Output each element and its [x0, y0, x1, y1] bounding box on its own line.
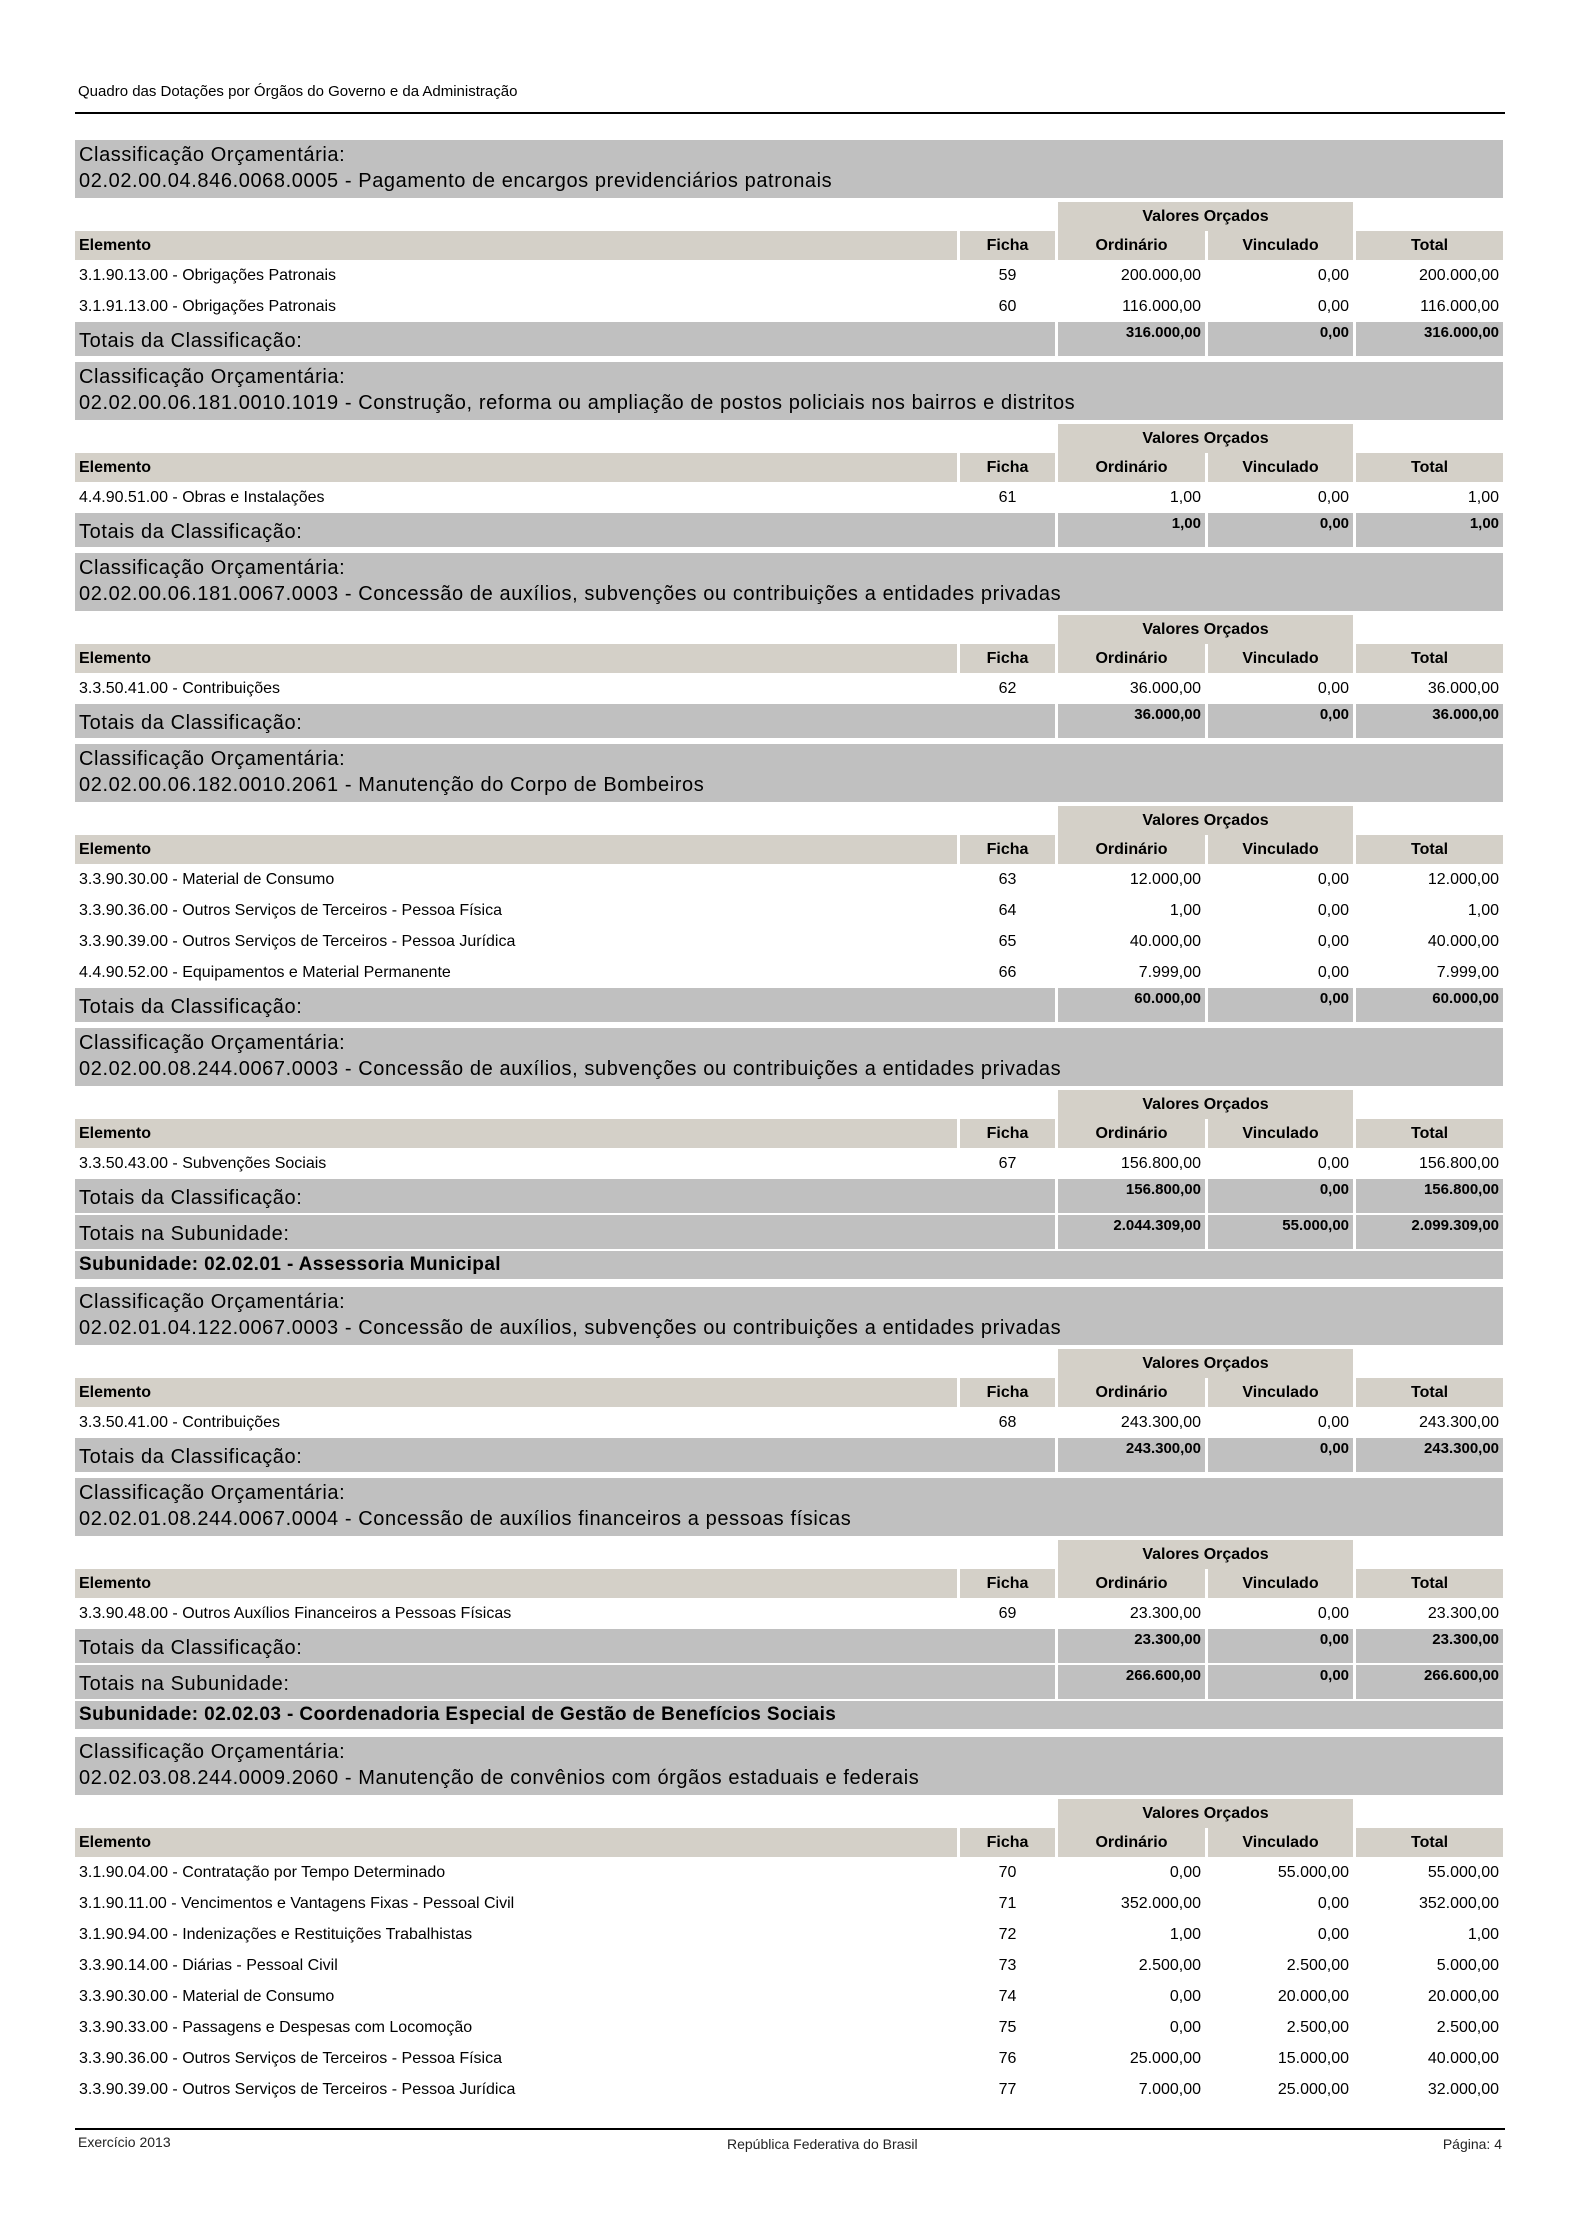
classification-code: 02.02.00.06.181.0010.1019 - Construção, reforma ou ampliação de postos policiais nos bairros e distritos	[79, 392, 1076, 414]
classification-totals-row-ordinario: 23.300,00	[1058, 1629, 1205, 1663]
total-cell: 1,00	[1467, 901, 1500, 919]
classification-header	[75, 1478, 1503, 1536]
classification-label: Classificação Orçamentária:	[79, 1291, 346, 1313]
elemento-cell: 3.3.90.30.00 - Material de Consumo	[79, 1987, 335, 2005]
elemento-cell: 3.1.91.13.00 - Obrigações Patronais	[79, 297, 337, 315]
classification-totals-row-ordinario: 156.800,00	[1058, 1179, 1205, 1213]
total-cell: 23.300,00	[1427, 1604, 1500, 1622]
col-header-total: Total	[1356, 453, 1503, 482]
subunit-totals-row-vinculado: 55.000,00	[1208, 1213, 1353, 1249]
vinculado-cell: 0,00	[1317, 1604, 1350, 1622]
table-row	[75, 1148, 1503, 1179]
ordinario-cell: 40.000,00	[1129, 932, 1201, 950]
col-header-ordinario: Ordinário	[1058, 231, 1205, 260]
ficha-cell: 65	[998, 932, 1017, 950]
table-row	[75, 926, 1503, 957]
classification-header	[75, 1028, 1503, 1086]
ordinario-cell: 12.000,00	[1129, 870, 1201, 888]
elemento-cell: 3.3.50.41.00 - Contribuições	[79, 1413, 281, 1431]
valores-orcados-header: Valores Orçados	[1058, 1349, 1353, 1378]
ficha-cell: 63	[998, 870, 1017, 888]
table-row	[75, 1981, 1503, 2012]
col-header-elemento: Elemento	[75, 1569, 957, 1598]
classification-totals-row-label: Totais da Classificação:	[75, 322, 1055, 356]
vinculado-cell: 2.500,00	[1286, 1956, 1350, 1974]
col-header-total: Total	[1356, 644, 1503, 673]
col-header-total: Total	[1356, 835, 1503, 864]
elemento-cell: 3.1.90.13.00 - Obrigações Patronais	[79, 266, 337, 284]
ordinario-cell: 156.800,00	[1120, 1154, 1201, 1172]
spacer-cell	[75, 202, 957, 231]
classification-label: Classificação Orçamentária:	[79, 1032, 346, 1054]
classification-totals-row-vinculado: 0,00	[1208, 513, 1353, 547]
spacer-cell	[960, 1540, 1055, 1569]
classification-totals-row	[75, 513, 1503, 547]
classification-code: 02.02.00.08.244.0067.0003 - Concessão de auxílios, subvenções ou contribuições a entidades privadas	[79, 1058, 1062, 1080]
classification-totals-row-vinculado: 0,00	[1208, 1438, 1353, 1472]
ficha-cell: 76	[998, 2049, 1017, 2067]
total-cell: 36.000,00	[1427, 679, 1500, 697]
total-cell: 116.000,00	[1420, 297, 1500, 315]
budget-table	[72, 424, 1506, 547]
vinculado-cell: 0,00	[1317, 870, 1350, 888]
ordinario-cell: 0,00	[1169, 1863, 1201, 1881]
total-cell: 1,00	[1467, 1925, 1500, 1943]
classification-label: Classificação Orçamentária:	[79, 748, 346, 770]
classification-header	[75, 553, 1503, 611]
classification-totals-row-vinculado: 0,00	[1208, 1179, 1353, 1213]
column-header-row	[75, 1828, 1503, 1857]
spacer-cell	[1356, 424, 1503, 453]
col-header-elemento: Elemento	[75, 1828, 957, 1857]
classification-header	[75, 1287, 1503, 1345]
ordinario-cell: 243.300,00	[1120, 1413, 1201, 1431]
footer-page-number: Página: 4	[1442, 2136, 1502, 2152]
table-row	[75, 957, 1503, 988]
total-cell: 1,00	[1467, 488, 1500, 506]
classification-totals-row-label: Totais da Classificação:	[75, 704, 1055, 738]
col-header-ficha: Ficha	[960, 835, 1055, 864]
elemento-cell: 3.1.90.11.00 - Vencimentos e Vantagens Fixas - Pessoal Civil	[79, 1894, 515, 1912]
classification-totals-row-ordinario: 36.000,00	[1058, 704, 1205, 738]
elemento-cell: 3.3.90.14.00 - Diárias - Pessoal Civil	[79, 1956, 338, 1974]
header-divider	[75, 112, 1505, 114]
ficha-cell: 73	[998, 1956, 1017, 1974]
column-header-row	[75, 1119, 1503, 1148]
vinculado-cell: 0,00	[1317, 1925, 1350, 1943]
ficha-cell: 77	[998, 2080, 1017, 2098]
col-header-vinculado: Vinculado	[1208, 1378, 1353, 1407]
classification-header	[75, 362, 1503, 420]
values-group-header-row	[75, 1349, 1503, 1378]
col-header-vinculado: Vinculado	[1208, 1119, 1353, 1148]
classification-totals-row-total: 316.000,00	[1356, 322, 1503, 356]
table-row	[75, 1919, 1503, 1950]
elemento-cell: 3.3.50.43.00 - Subvenções Sociais	[79, 1154, 327, 1172]
vinculado-cell: 0,00	[1317, 901, 1350, 919]
col-header-ordinario: Ordinário	[1058, 1378, 1205, 1407]
ordinario-cell: 7.000,00	[1138, 2080, 1201, 2098]
ficha-cell: 64	[998, 901, 1017, 919]
values-group-header-row	[75, 202, 1503, 231]
col-header-vinculado: Vinculado	[1208, 453, 1353, 482]
vinculado-cell: 0,00	[1317, 488, 1350, 506]
col-header-elemento: Elemento	[75, 644, 957, 673]
ordinario-cell: 36.000,00	[1129, 679, 1201, 697]
classification-totals-row-ordinario: 60.000,00	[1058, 988, 1205, 1022]
table-row	[75, 2012, 1503, 2043]
total-cell: 40.000,00	[1427, 932, 1500, 950]
table-row	[75, 1407, 1503, 1438]
ficha-cell: 71	[998, 1894, 1017, 1912]
ficha-cell: 70	[998, 1863, 1017, 1881]
budget-table	[72, 1090, 1506, 1249]
values-group-header-row	[75, 424, 1503, 453]
col-header-ficha: Ficha	[960, 644, 1055, 673]
table-row	[75, 482, 1503, 513]
col-header-ficha: Ficha	[960, 1569, 1055, 1598]
classification-totals-row-label: Totais da Classificação:	[75, 513, 1055, 547]
elemento-cell: 4.4.90.51.00 - Obras e Instalações	[79, 488, 325, 506]
classification-header	[75, 140, 1503, 198]
table-row	[75, 1598, 1503, 1629]
ficha-cell: 60	[998, 297, 1017, 315]
spacer-cell	[75, 806, 957, 835]
column-header-row	[75, 231, 1503, 260]
ordinario-cell: 352.000,00	[1120, 1894, 1201, 1912]
spacer-cell	[1356, 806, 1503, 835]
spacer-cell	[960, 202, 1055, 231]
col-header-vinculado: Vinculado	[1208, 231, 1353, 260]
classification-totals-row-vinculado: 0,00	[1208, 988, 1353, 1022]
values-group-header-row	[75, 806, 1503, 835]
total-cell: 7.999,00	[1436, 963, 1500, 981]
values-group-header-row	[75, 1799, 1503, 1828]
subunit-totals-row-label: Totais na Subunidade:	[75, 1663, 1055, 1699]
vinculado-cell: 15.000,00	[1277, 2049, 1350, 2067]
col-header-total: Total	[1356, 1569, 1503, 1598]
subunit-totals-row-ordinario: 266.600,00	[1058, 1663, 1205, 1699]
vinculado-cell: 0,00	[1317, 679, 1350, 697]
elemento-cell: 3.3.90.30.00 - Material de Consumo	[79, 870, 335, 888]
ficha-cell: 59	[998, 266, 1017, 284]
spacer-cell	[1356, 1090, 1503, 1119]
spacer-cell	[75, 615, 957, 644]
classification-header	[75, 1737, 1503, 1795]
table-row	[75, 1888, 1503, 1919]
col-header-ordinario: Ordinário	[1058, 1119, 1205, 1148]
report-body	[75, 140, 1503, 2111]
col-header-vinculado: Vinculado	[1208, 1828, 1353, 1857]
ficha-cell: 66	[998, 963, 1017, 981]
subunit-header: Subunidade: 02.02.01 - Assessoria Municipal	[75, 1251, 1503, 1279]
subunit-totals-row-total: 2.099.309,00	[1356, 1213, 1503, 1249]
total-cell: 20.000,00	[1427, 1987, 1500, 2005]
classification-totals-row-total: 36.000,00	[1356, 704, 1503, 738]
valores-orcados-header: Valores Orçados	[1058, 1090, 1353, 1119]
spacer-cell	[75, 1799, 957, 1828]
elemento-cell: 3.3.90.36.00 - Outros Serviços de Terceiros - Pessoa Física	[79, 2049, 503, 2067]
spacer-cell	[75, 1540, 957, 1569]
valores-orcados-header: Valores Orçados	[1058, 424, 1353, 453]
ficha-cell: 69	[998, 1604, 1017, 1622]
subunit-totals-row-label: Totais na Subunidade:	[75, 1213, 1055, 1249]
ordinario-cell: 23.300,00	[1129, 1604, 1201, 1622]
spacer-cell	[960, 806, 1055, 835]
valores-orcados-header: Valores Orçados	[1058, 1540, 1353, 1569]
vinculado-cell: 25.000,00	[1277, 2080, 1350, 2098]
total-cell: 2.500,00	[1436, 2018, 1500, 2036]
ficha-cell: 74	[998, 1987, 1017, 2005]
spacer-cell	[75, 1349, 957, 1378]
total-cell: 200.000,00	[1418, 266, 1500, 284]
col-header-total: Total	[1356, 1119, 1503, 1148]
classification-totals-row	[75, 704, 1503, 738]
col-header-elemento: Elemento	[75, 1119, 957, 1148]
budget-table	[72, 202, 1506, 356]
ficha-cell: 72	[998, 1925, 1017, 1943]
col-header-vinculado: Vinculado	[1208, 644, 1353, 673]
subunit-header: Subunidade: 02.02.03 - Coordenadoria Especial de Gestão de Benefícios Sociais	[75, 1701, 1503, 1729]
column-header-row	[75, 1569, 1503, 1598]
subunit-totals-row	[75, 1663, 1503, 1699]
col-header-elemento: Elemento	[75, 453, 957, 482]
col-header-ficha: Ficha	[960, 453, 1055, 482]
ficha-cell: 67	[998, 1154, 1017, 1172]
vinculado-cell: 0,00	[1317, 1413, 1350, 1431]
classification-totals-row	[75, 988, 1503, 1022]
spacer-cell	[1356, 1799, 1503, 1828]
column-header-row	[75, 1378, 1503, 1407]
elemento-cell: 3.1.90.04.00 - Contratação por Tempo Determinado	[79, 1863, 446, 1881]
budget-table	[72, 1540, 1506, 1699]
classification-label: Classificação Orçamentária:	[79, 144, 346, 166]
ordinario-cell: 2.500,00	[1138, 1956, 1201, 1974]
subunit-totals-row-ordinario: 2.044.309,00	[1058, 1213, 1205, 1249]
footer-exercise-year: Exercício 2013	[78, 2134, 171, 2150]
col-header-vinculado: Vinculado	[1208, 835, 1353, 864]
ficha-cell: 62	[998, 679, 1017, 697]
classification-totals-row	[75, 1438, 1503, 1472]
col-header-total: Total	[1356, 1378, 1503, 1407]
ordinario-cell: 1,00	[1169, 1925, 1201, 1943]
col-header-ficha: Ficha	[960, 1378, 1055, 1407]
footer-country: República Federativa do Brasil	[727, 2136, 918, 2152]
column-header-row	[75, 453, 1503, 482]
values-group-header-row	[75, 1090, 1503, 1119]
ordinario-cell: 7.999,00	[1138, 963, 1201, 981]
classification-totals-row-ordinario: 316.000,00	[1058, 322, 1205, 356]
total-cell: 32.000,00	[1427, 2080, 1500, 2098]
classification-totals-row	[75, 1629, 1503, 1663]
spacer-cell	[960, 615, 1055, 644]
col-header-ordinario: Ordinário	[1058, 644, 1205, 673]
ficha-cell: 75	[998, 2018, 1017, 2036]
ficha-cell: 61	[998, 488, 1017, 506]
total-cell: 5.000,00	[1436, 1956, 1500, 1974]
ordinario-cell: 0,00	[1169, 2018, 1201, 2036]
ordinario-cell: 0,00	[1169, 1987, 1201, 2005]
ordinario-cell: 1,00	[1169, 901, 1201, 919]
column-header-row	[75, 644, 1503, 673]
ordinario-cell: 116.000,00	[1122, 297, 1201, 315]
vinculado-cell: 0,00	[1317, 266, 1350, 284]
col-header-ficha: Ficha	[960, 231, 1055, 260]
elemento-cell: 3.3.50.41.00 - Contribuições	[79, 679, 281, 697]
classification-totals-row-label: Totais da Classificação:	[75, 988, 1055, 1022]
classification-code: 02.02.00.04.846.0068.0005 - Pagamento de encargos previdenciários patronais	[79, 170, 833, 192]
valores-orcados-header: Valores Orçados	[1058, 1799, 1353, 1828]
classification-totals-row	[75, 322, 1503, 356]
col-header-ficha: Ficha	[960, 1828, 1055, 1857]
footer-divider	[75, 2128, 1505, 2130]
spacer-cell	[960, 424, 1055, 453]
spacer-cell	[960, 1090, 1055, 1119]
classification-code: 02.02.00.06.181.0067.0003 - Concessão de auxílios, subvenções ou contribuições a entidades privadas	[79, 583, 1062, 605]
budget-table	[72, 615, 1506, 738]
classification-code: 02.02.01.04.122.0067.0003 - Concessão de auxílios, subvenções ou contribuições a entidades privadas	[79, 1317, 1062, 1339]
spacer-cell	[1356, 1540, 1503, 1569]
budget-table	[72, 806, 1506, 1022]
table-row	[75, 895, 1503, 926]
spacer-cell	[1356, 202, 1503, 231]
classification-code: 02.02.01.08.244.0067.0004 - Concessão de auxílios financeiros a pessoas físicas	[79, 1508, 852, 1530]
vinculado-cell: 0,00	[1317, 297, 1350, 315]
classification-label: Classificação Orçamentária:	[79, 557, 346, 579]
elemento-cell: 4.4.90.52.00 - Equipamentos e Material Permanente	[79, 963, 451, 981]
values-group-header-row	[75, 615, 1503, 644]
total-cell: 352.000,00	[1418, 1894, 1500, 1912]
classification-code: 02.02.03.08.244.0009.2060 - Manutenção de convênios com órgãos estaduais e federais	[79, 1767, 920, 1789]
classification-totals-row-total: 156.800,00	[1356, 1179, 1503, 1213]
values-group-header-row	[75, 1540, 1503, 1569]
col-header-ficha: Ficha	[960, 1119, 1055, 1148]
ordinario-cell: 25.000,00	[1129, 2049, 1201, 2067]
col-header-ordinario: Ordinário	[1058, 1569, 1205, 1598]
valores-orcados-header: Valores Orçados	[1058, 202, 1353, 231]
elemento-cell: 3.3.90.48.00 - Outros Auxílios Financeiros a Pessoas Físicas	[79, 1604, 512, 1622]
vinculado-cell: 55.000,00	[1277, 1863, 1350, 1881]
col-header-total: Total	[1356, 231, 1503, 260]
vinculado-cell: 20.000,00	[1277, 1987, 1350, 2005]
spacer-cell	[75, 1090, 957, 1119]
col-header-ordinario: Ordinário	[1058, 1828, 1205, 1857]
elemento-cell: 3.3.90.33.00 - Passagens e Despesas com Locomoção	[79, 2018, 473, 2036]
subunit-totals-row	[75, 1213, 1503, 1249]
total-cell: 55.000,00	[1427, 1863, 1500, 1881]
classification-totals-row-total: 60.000,00	[1356, 988, 1503, 1022]
table-row	[75, 864, 1503, 895]
col-header-elemento: Elemento	[75, 1378, 957, 1407]
vinculado-cell: 2.500,00	[1286, 2018, 1350, 2036]
classification-totals-row-ordinario: 1,00	[1058, 513, 1205, 547]
table-row	[75, 291, 1503, 322]
classification-totals-row-label: Totais da Classificação:	[75, 1179, 1055, 1213]
spacer-cell	[960, 1349, 1055, 1378]
budget-table	[72, 1799, 1506, 2105]
classification-totals-row-label: Totais da Classificação:	[75, 1629, 1055, 1663]
classification-header	[75, 744, 1503, 802]
classification-totals-row-total: 1,00	[1356, 513, 1503, 547]
table-row	[75, 2043, 1503, 2074]
ficha-cell: 68	[998, 1413, 1017, 1431]
table-row	[75, 1950, 1503, 1981]
classification-totals-row-vinculado: 0,00	[1208, 704, 1353, 738]
vinculado-cell: 0,00	[1317, 963, 1350, 981]
section-gap	[75, 2105, 1503, 2111]
total-cell: 12.000,00	[1427, 870, 1500, 888]
total-cell: 156.800,00	[1418, 1154, 1500, 1172]
vinculado-cell: 0,00	[1317, 1154, 1350, 1172]
total-cell: 40.000,00	[1427, 2049, 1500, 2067]
classification-label: Classificação Orçamentária:	[79, 1741, 346, 1763]
col-header-elemento: Elemento	[75, 231, 957, 260]
column-header-row	[75, 835, 1503, 864]
classification-totals-row-label: Totais da Classificação:	[75, 1438, 1055, 1472]
spacer-cell	[1356, 615, 1503, 644]
col-header-ordinario: Ordinário	[1058, 453, 1205, 482]
elemento-cell: 3.3.90.39.00 - Outros Serviços de Terceiros - Pessoa Jurídica	[79, 932, 516, 950]
vinculado-cell: 0,00	[1317, 1894, 1350, 1912]
vinculado-cell: 0,00	[1317, 932, 1350, 950]
classification-code: 02.02.00.06.182.0010.2061 - Manutenção do Corpo de Bombeiros	[79, 774, 705, 796]
classification-totals-row-vinculado: 0,00	[1208, 1629, 1353, 1663]
table-row	[75, 260, 1503, 291]
col-header-ordinario: Ordinário	[1058, 835, 1205, 864]
ordinario-cell: 1,00	[1169, 488, 1201, 506]
subunit-totals-row-total: 266.600,00	[1356, 1663, 1503, 1699]
table-row	[75, 2074, 1503, 2105]
col-header-vinculado: Vinculado	[1208, 1569, 1353, 1598]
classification-totals-row-total: 243.300,00	[1356, 1438, 1503, 1472]
elemento-cell: 3.3.90.36.00 - Outros Serviços de Terceiros - Pessoa Física	[79, 901, 503, 919]
spacer-cell	[75, 424, 957, 453]
total-cell: 243.300,00	[1418, 1413, 1500, 1431]
table-row	[75, 673, 1503, 704]
classification-totals-row-vinculado: 0,00	[1208, 322, 1353, 356]
elemento-cell: 3.1.90.94.00 - Indenizações e Restituições Trabalhistas	[79, 1925, 473, 1943]
subunit-totals-row-vinculado: 0,00	[1208, 1663, 1353, 1699]
elemento-cell: 3.3.90.39.00 - Outros Serviços de Terceiros - Pessoa Jurídica	[79, 2080, 516, 2098]
col-header-elemento: Elemento	[75, 835, 957, 864]
valores-orcados-header: Valores Orçados	[1058, 806, 1353, 835]
page-title: Quadro das Dotações por Órgãos do Governo e da Administração	[78, 83, 518, 100]
ordinario-cell: 200.000,00	[1120, 266, 1201, 284]
budget-table	[72, 1349, 1506, 1472]
classification-totals-row	[75, 1179, 1503, 1213]
valores-orcados-header: Valores Orçados	[1058, 615, 1353, 644]
classification-label: Classificação Orçamentária:	[79, 1482, 346, 1504]
table-row	[75, 1857, 1503, 1888]
spacer-cell	[1356, 1349, 1503, 1378]
classification-label: Classificação Orçamentária:	[79, 366, 346, 388]
classification-totals-row-ordinario: 243.300,00	[1058, 1438, 1205, 1472]
spacer-cell	[960, 1799, 1055, 1828]
col-header-total: Total	[1356, 1828, 1503, 1857]
classification-totals-row-total: 23.300,00	[1356, 1629, 1503, 1663]
